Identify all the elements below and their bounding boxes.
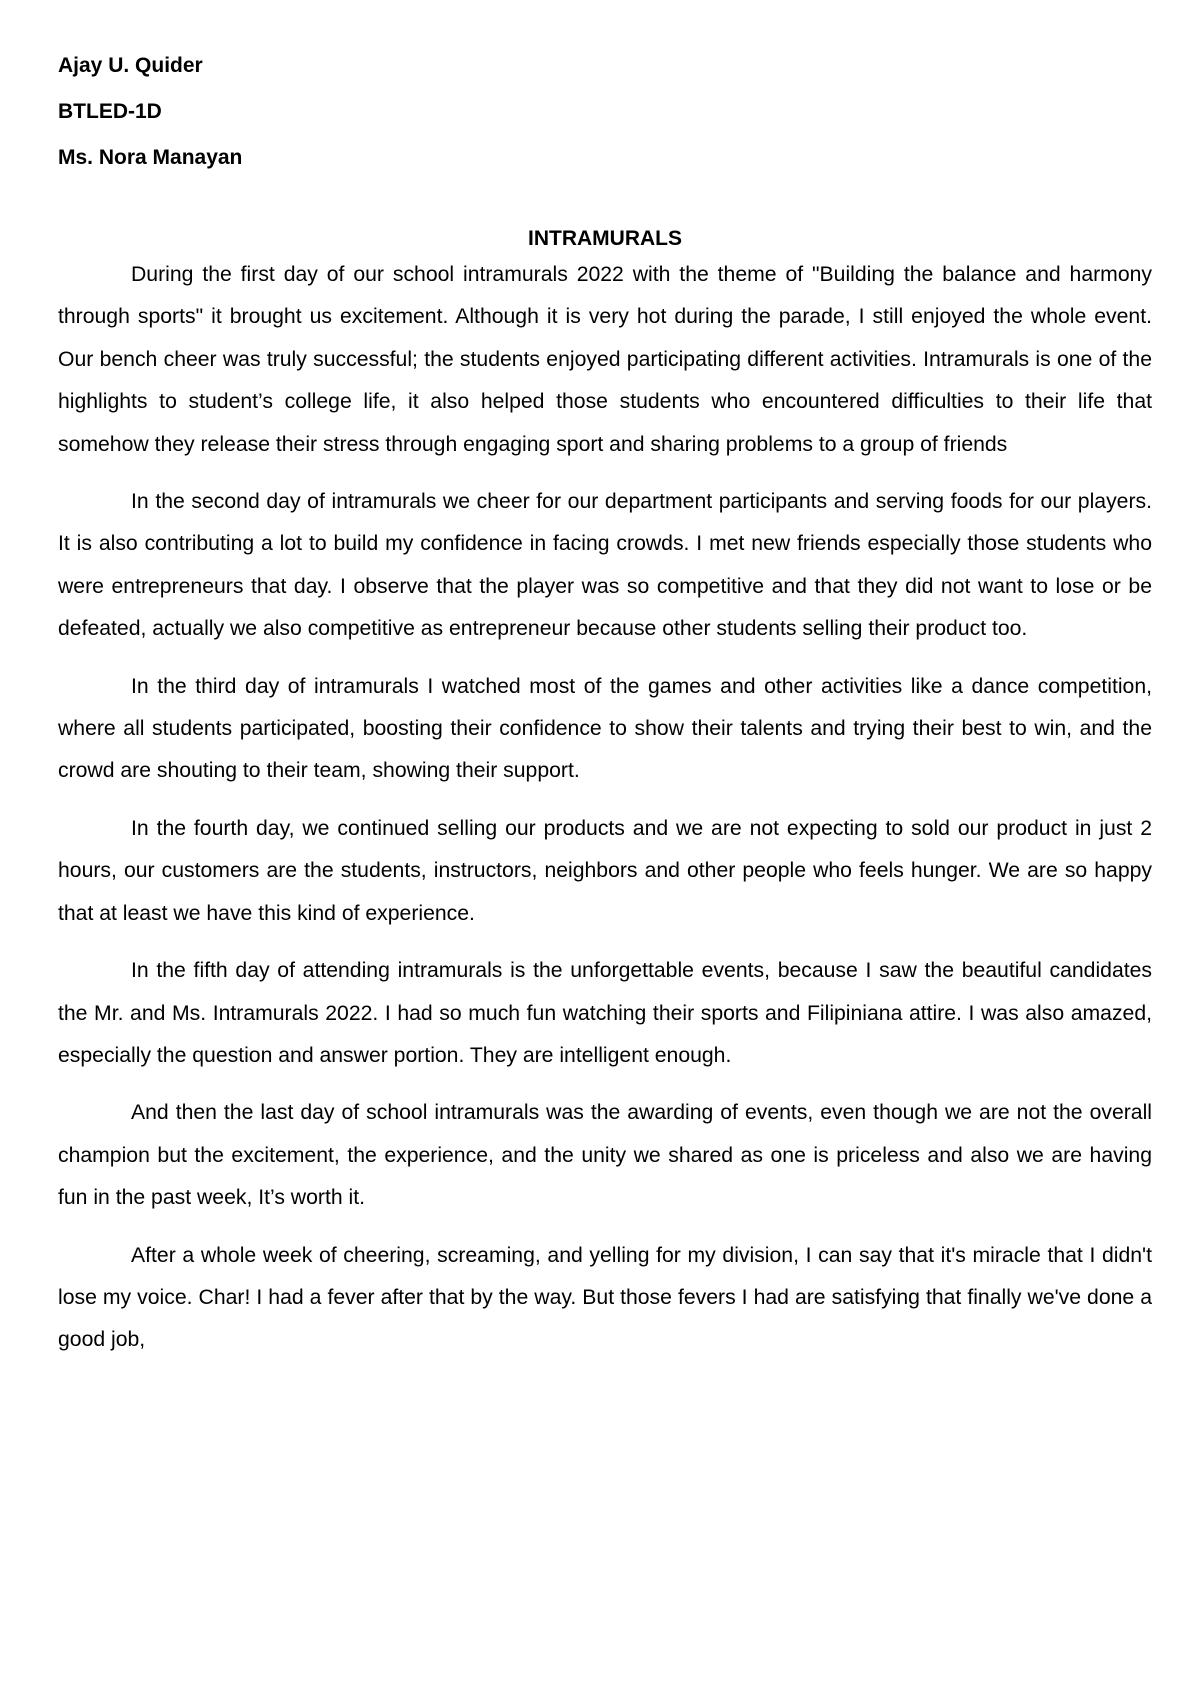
document-title: INTRAMURALS (528, 227, 682, 250)
paragraph-last-day: And then the last day of school intramurals was the awarding of events, even though we are not the overall champion but the excitement, the experience, and the unity we shared as one is priceless and also we are having fun in the past week, It’s worth it. (58, 1101, 1152, 1210)
essay-body (58, 254, 1152, 1362)
class-section: BTLED-1D (58, 100, 162, 123)
instructor-name: Ms. Nora Manayan (58, 146, 243, 169)
paragraph-day-five: In the fifth day of attending intramurals is the unforgettable events, because I saw the beautiful candidates the Mr. and Ms. Intramurals 2022. I had so much fun watching their sports and Filipiniana attire. I was also amazed, especially the question and answer portion. They are intelligent enough. (58, 959, 1152, 1067)
paragraph-conclusion: After a whole week of cheering, screaming, and yelling for my division, I can say that it's miracle that I didn't lose my voice. Char! I had a fever after that by the way. But those fevers I had are satisfying that finally we've done a good job, (58, 1243, 1152, 1352)
paragraph-day-four: In the fourth day, we continued selling our products and we are not expecting to sold our product in just 2 hours, our customers are the students, instructors, neighbors and other people who feels hunger. We are so happy that at least we have this kind of experience. (58, 816, 1152, 925)
author-name: Ajay U. Quider (58, 54, 203, 77)
paragraph-day-three: In the third day of intramurals I watched most of the games and other activities like a dance competition, where all students participated, boosting their confidence to show their talents and trying their best to win, and the crowd are shouting to their team, showing their support. (58, 674, 1152, 783)
paragraph-day-one: During the first day of our school intramurals 2022 with the theme of "Building the balance and harmony through sports" it brought us excitement. Although it is very hot during the parade, I still enjoyed the whole event. Our bench cheer was truly successful; the students enjoyed participating different activities. Intramurals is one of the highlights to student’s college life, it also helped those students who encountered difficulties to their life that somehow they release their stress through engaging sport and sharing problems to a group of friends (58, 263, 1152, 456)
paragraph-day-two: In the second day of intramurals we cheer for our department participants and serving foods for our players. It is also contributing a lot to build my confidence in facing crowds. I met new friends especially those students who were entrepreneurs that day. I observe that the player was so competitive and that they did not want to lose or be defeated, actually we also competitive as entrepreneur because other students selling their product too. (58, 490, 1152, 641)
document-header (58, 54, 1152, 170)
